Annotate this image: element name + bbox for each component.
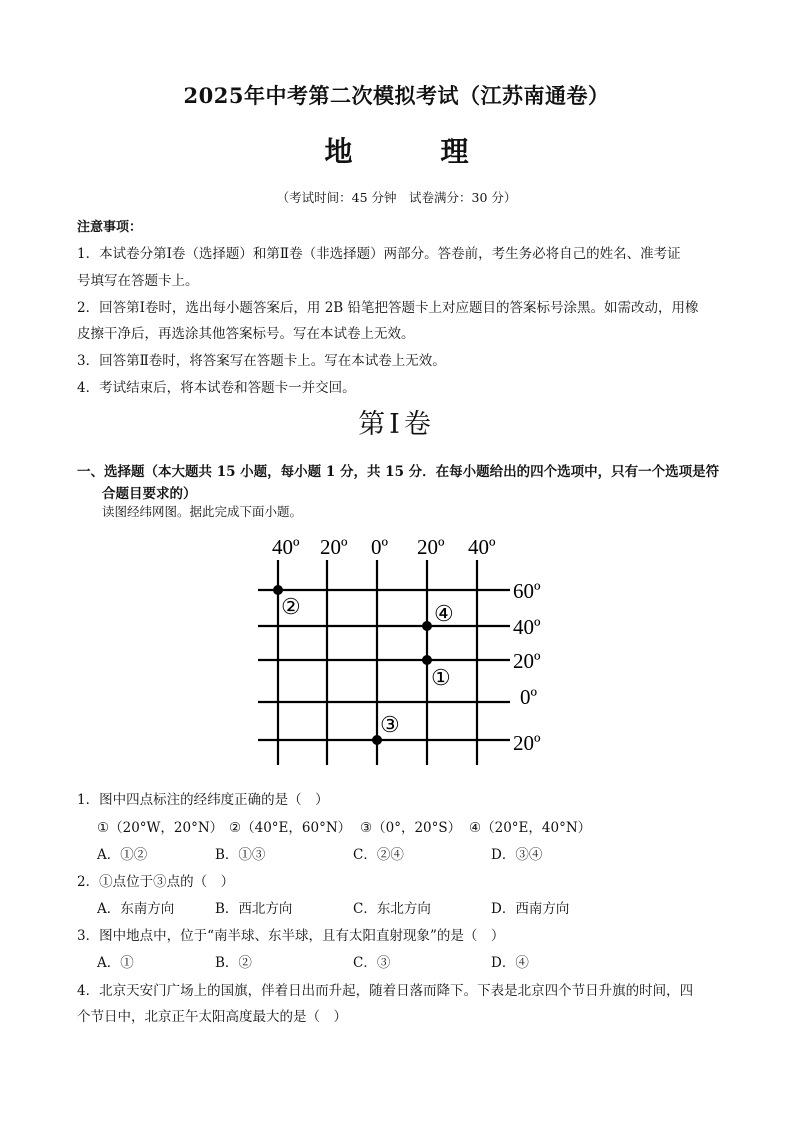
point-label: ④ <box>434 601 454 626</box>
point-label: ③ <box>380 712 400 737</box>
statement: ④（20°E，40°N） <box>469 820 592 836</box>
option-b[interactable]: B．①③ <box>215 847 266 863</box>
subject-title: 地 理 <box>324 135 499 168</box>
option-d[interactable]: D．④ <box>491 955 529 971</box>
option-c[interactable]: C．③ <box>353 955 391 971</box>
exam-info: （考试时间：45 分钟 试卷满分：30 分） <box>276 190 517 205</box>
notes-line: 1．本试卷分第Ⅰ卷（选择题）和第Ⅱ卷（非选择题）两部分。答卷前，考生务必将自己的姓名、准考证 <box>77 246 681 262</box>
option-c[interactable]: C．②④ <box>353 847 404 863</box>
option-c[interactable]: C．东北方向 <box>353 901 431 917</box>
option-a[interactable]: A．① <box>97 955 134 971</box>
lon-label: 20º <box>417 535 445 559</box>
lat-label: 40º <box>513 615 541 639</box>
question-1-stem: 1．图中四点标注的经纬度正确的是（ ） <box>77 792 329 808</box>
lat-label: 0º <box>520 685 538 709</box>
notes-line: 号填写在答题卡上。 <box>77 273 199 289</box>
lat-label: 20º <box>513 731 541 755</box>
point-label: ① <box>431 665 451 690</box>
option-d[interactable]: D．西南方向 <box>491 901 570 917</box>
lon-label: 20º <box>320 535 348 559</box>
figure-instruction: 读图经纬网图。据此完成下面小题。 <box>102 504 303 519</box>
lat-lon-grid-figure <box>250 530 560 780</box>
statement: ②（40°E，60°N） <box>229 820 352 836</box>
statement: ③（0°，20°S） <box>360 820 462 836</box>
question-2-stem: 2．①点位于③点的（ ） <box>77 874 235 890</box>
lon-label: 40º <box>468 535 496 559</box>
point-4-dot <box>422 621 432 631</box>
notes-heading: 注意事项： <box>77 220 143 235</box>
lon-label: 40º <box>272 535 300 559</box>
statement: ①（20°W，20°N） <box>97 820 224 836</box>
notes-line: 3．回答第Ⅱ卷时，将答案写在答题卡上。写在本试卷上无效。 <box>77 353 446 369</box>
question-3-stem: 3．图中地点中，位于“南半球、东半球，且有太阳直射现象”的是（ ） <box>77 928 505 944</box>
option-a[interactable]: A．①② <box>97 847 148 863</box>
lat-label: 60º <box>513 579 541 603</box>
part-heading: 一、选择题（本大题共 15 小题，每小题 1 分，共 15 分．在每小题给出的四个选项中，只有一个选项是符 <box>77 464 720 480</box>
question-4-stem: 4．北京天安门广场上的国旗，伴着日出而升起，随着日落而降下。下表是北京四个节日升旗的时间，四 <box>77 983 694 999</box>
part-heading-cont: 合题目要求的） <box>102 486 197 502</box>
option-d[interactable]: D．③④ <box>491 847 543 863</box>
lon-label: 0º <box>371 535 389 559</box>
exam-title: 2025年中考第二次模拟考试（江苏南通卷） <box>183 83 610 108</box>
point-1-dot <box>422 655 432 665</box>
notes-line: 2．回答第Ⅰ卷时，选出每小题答案后，用 2B 铅笔把答题卡上对应题目的答案标号涂黑。如需改动，用橡 <box>77 300 699 316</box>
option-a[interactable]: A．东南方向 <box>97 901 175 917</box>
point-label: ② <box>281 594 301 619</box>
notes-line: 皮擦干净后，再选涂其他答案标号。写在本试卷上无效。 <box>77 326 415 342</box>
question-4-stem-cont: 个节日中，北京正午太阳高度最大的是（ ） <box>77 1009 347 1025</box>
notes-line: 4．考试结束后，将本试卷和答题卡一并交回。 <box>77 380 356 396</box>
option-b[interactable]: B．② <box>215 955 252 971</box>
lat-label: 20º <box>513 649 541 673</box>
section-title: 第Ⅰ卷 <box>358 409 435 440</box>
option-b[interactable]: B．西北方向 <box>215 901 293 917</box>
